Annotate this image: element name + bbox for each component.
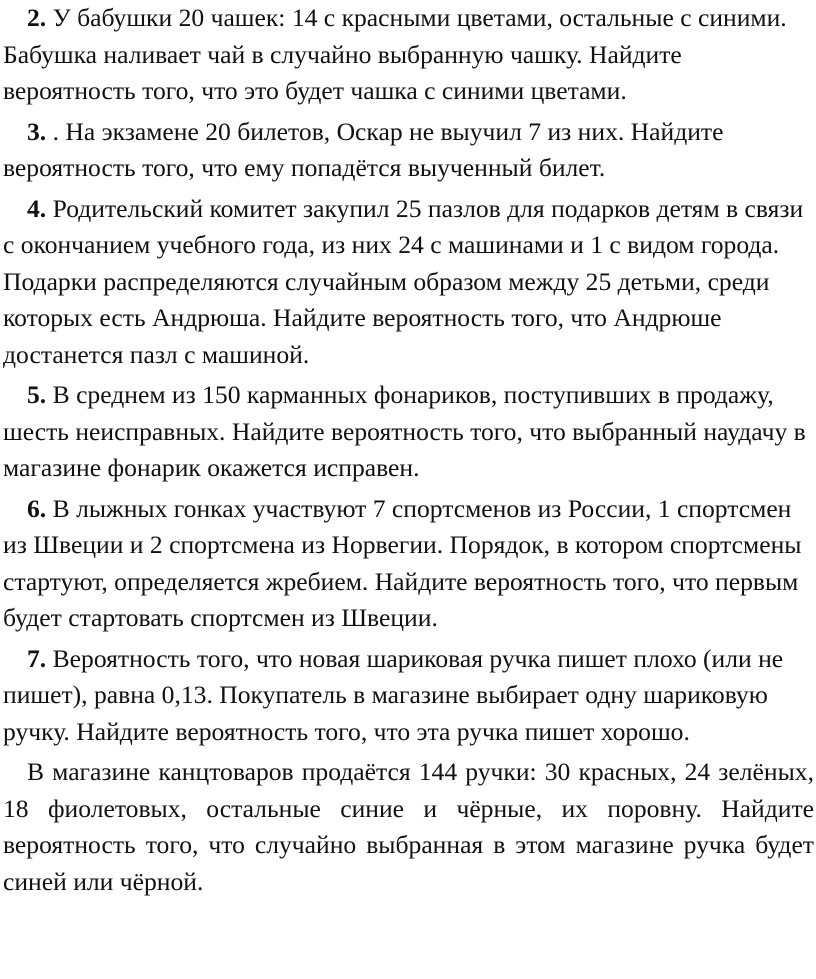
problem-7	[3, 641, 814, 751]
problem-number: 3.	[27, 116, 47, 146]
problem-number: 7.	[27, 643, 47, 673]
problem-number: 4.	[27, 193, 47, 223]
problem-text: Вероятность того, что новая шариковая ручка пишет плохо (или не пишет), равна 0,13. Покупатель в магазине выбирает одну шариковую ручку. Найдите вероятность того, что эта ручка пишет хорошо.	[3, 643, 784, 746]
problem-text: В лыжных гонках участвуют 7 спортсменов из России, 1 спортсмен из Швеции и 2 спортсмена из Норвегии. Порядок, в котором спортсмены стартуют, определяется жребием. Найдите вероятность того, что первым будет стартовать спортсмен из Швеции.	[3, 493, 802, 632]
problem-4	[3, 191, 814, 374]
problem-text: В среднем из 150 карманных фонариков, поступивших в продажу, шесть неисправных. Найдите вероятность того, что выбранный наудачу в магазине фонарик окажется исправен.	[3, 380, 806, 482]
problem-unnumbered	[3, 754, 814, 900]
problem-text: В магазине канцтоваров продаётся 144 ручки: 30 красных, 24 зелёных, 18 фиолетовых, остальные синие и чёрные, их поровну. Найдите вероятность того, что случайно выбранная в этом магазине ручка будет синей или чёрной.	[3, 757, 814, 896]
problem-5	[3, 377, 814, 487]
problem-text: . На экзамене 20 билетов, Оскар не выучил 7 из них. Найдите вероятность того, что ему попадётся выученный билет.	[3, 116, 724, 182]
problem-6	[3, 491, 814, 637]
problem-text: У бабушки 20 чашек: 14 с красными цветами, остальные с синими. Бабушка наливает чай в случайно выбранную чашку. Найдите вероятность того, что это будет чашка с синими цветами.	[3, 3, 787, 105]
problem-2	[3, 0, 814, 110]
problem-number: 6.	[27, 493, 47, 523]
problem-3	[3, 114, 814, 187]
problem-text: Родительский комитет закупил 25 пазлов для подарков детям в связи с окончанием учебного года, из них 24 с машинами и 1 с видом города. Подарки распределяются случайным образом между 25 детьми, среди которых есть Андрюша. Найдите вероятность того, что Андрюше достанется пазл с машиной.	[3, 193, 804, 369]
problem-number: 2.	[27, 3, 47, 32]
problem-number: 5.	[27, 380, 47, 409]
